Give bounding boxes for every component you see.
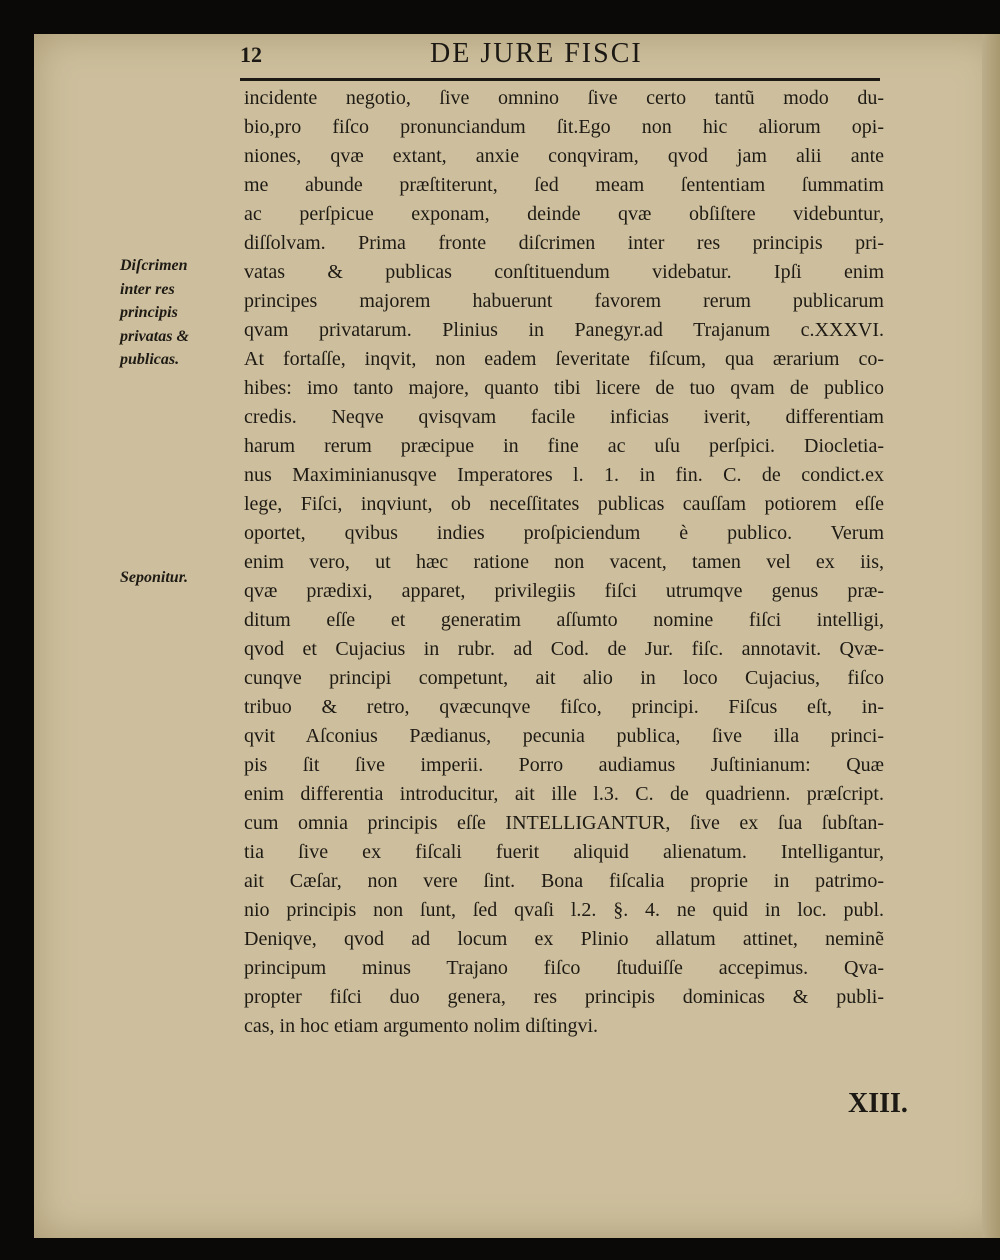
text-line: credis. Neqve qvisqvam facile inficias iverit, differentiam [244, 406, 884, 428]
text-line: ac perſpicue exponam, deinde qvæ obſiſtere videbuntur, [244, 203, 884, 225]
body-text [244, 84, 884, 1041]
text-line: diſſolvam. Prima fronte diſcrimen inter res principis pri- [244, 232, 884, 254]
text-line: Deniqve, qvod ad locum ex Plinio allatum attinet, neminẽ [244, 928, 884, 950]
text-line: qvod et Cujacius in rubr. ad Cod. de Jur. fiſc. annotavit. Qvæ- [244, 638, 884, 660]
text-line: ditum eſſe et generatim aſſumto nomine fiſci intelligi, [244, 609, 884, 631]
text-line: principum minus Trajano fiſco ſtuduiſſe accepimus. Qva- [244, 957, 884, 979]
text-line: harum rerum præcipue in fine ac uſu perſpici. Diocletia- [244, 435, 884, 457]
marginal-note-line: inter res [120, 280, 175, 298]
page-header [240, 38, 916, 74]
text-line: tribuo & retro, qvæcunqve fiſco, principi. Fiſcus eſt, in- [244, 696, 884, 718]
marginal-note-line: Diſcrimen [120, 257, 188, 274]
text-line: nus Maximinianusqve Imperatores l. 1. in fin. C. de condict.ex [244, 464, 884, 486]
text-line: oportet, qvibus indies proſpiciendum è publico. Verum [244, 522, 884, 544]
text-line: vatas & publicas conſtituendum videbatur. Ipſi enim [244, 261, 884, 283]
text-line: cas, in hoc etiam argumento nolim diſtingvi. [244, 1015, 599, 1037]
marginal-note-line: privatas & [120, 327, 189, 345]
marginal-note-line: Seponitur. [120, 569, 189, 586]
text-line: lege, Fiſci, inqviunt, ob neceſſitates publicas cauſſam potiorem eſſe [244, 493, 884, 515]
text-line: propter fiſci duo genera, res principis dominicas & publi- [244, 986, 884, 1008]
text-line: qvæ prædixi, apparet, privilegiis fiſci utrumqve genus præ- [244, 580, 884, 602]
text-line: tia ſive ex fiſcali fuerit aliquid alienatum. Intelligantur, [244, 841, 884, 863]
marginal-note-line: publicas. [120, 351, 180, 368]
text-line: incidente negotio, ſive omnino ſive certo tantũ modo du- [244, 87, 884, 109]
text-line: principes majorem habuerunt favorem rerum publicarum [244, 290, 884, 312]
page-number: 12 [240, 42, 262, 67]
running-title: DE JURE FISCI [430, 38, 643, 69]
text-line: ait Cæſar, non vere ſint. Bona fiſcalia proprie in patrimo- [244, 870, 884, 892]
marginal-note-discrimen [120, 254, 189, 372]
text-line: pis ſit ſive imperii. Porro audiamus Juſtinianum: Quæ [244, 754, 884, 776]
text-line: enim vero, ut hæc ratione non vacent, tamen vel ex iis, [244, 551, 884, 573]
text-line: cum omnia principis eſſe INTELLIGANTUR, ſive ex ſua ſubſtan- [244, 812, 884, 834]
text-line: hibes: imo tanto majore, quanto tibi licere de tuo qvam de publico [244, 377, 884, 399]
text-line: qvam privatarum. Plinius in Panegyr.ad Trajanum c.XXXVI. [244, 319, 884, 341]
text-line: qvit Aſconius Pædianus, pecunia publica, ſive illa princi- [244, 725, 884, 747]
text-line: nio principis non ſunt, ſed qvaſi l.2. §. 4. ne quid in loc. publ. [244, 899, 884, 921]
text-line: enim differentia introducitur, ait ille l.3. C. de quadrienn. præſcript. [244, 783, 884, 805]
text-line: niones, qvæ extant, anxie conqviram, qvod jam alii ante [244, 145, 884, 167]
text-line: At fortaſſe, inqvit, non eadem ſeveritate fiſcum, qua ærarium co- [244, 348, 884, 370]
header-rule [240, 78, 880, 81]
marginal-note-seponitur [120, 566, 188, 590]
text-line: cunqve principi competunt, ait alio in loco Cujacius, fiſco [244, 667, 884, 689]
text-line: bio,pro fiſco pronunciandum ſit.Ego non hic aliorum opi- [244, 116, 884, 138]
text-line: me abunde præſtiterunt, ſed meam ſententiam ſummatim [244, 174, 884, 196]
marginal-note-line: principis [120, 304, 178, 321]
catchword: XIII. [848, 1088, 908, 1119]
page-edge [982, 34, 1000, 1238]
